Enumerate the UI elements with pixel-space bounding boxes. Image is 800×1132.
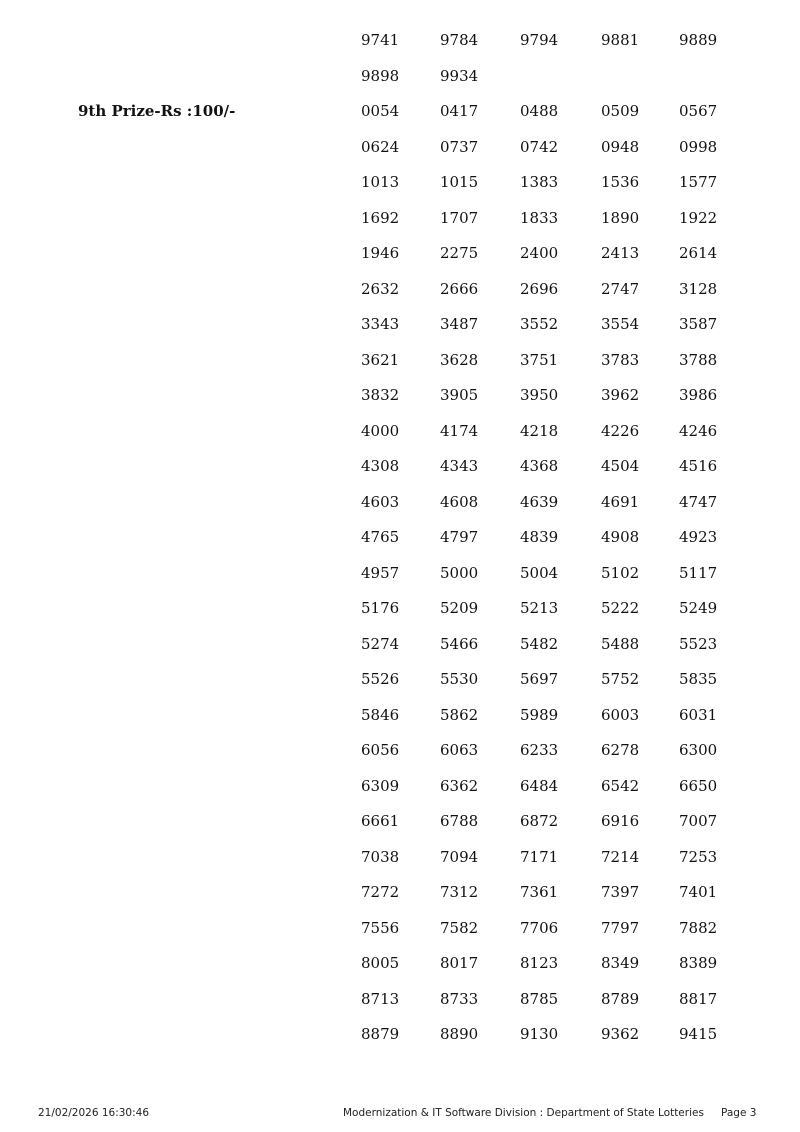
ticket-number: 7397 (601, 883, 640, 901)
ticket-number: 2275 (440, 244, 479, 262)
number-row (361, 30, 761, 66)
ticket-number: 4923 (679, 528, 718, 546)
ticket-number: 7312 (440, 883, 479, 901)
ticket-number: 3587 (679, 315, 718, 333)
ticket-number: 7272 (361, 883, 400, 901)
ticket-number: 5862 (440, 705, 479, 724)
ticket-number: 0998 (679, 137, 718, 156)
ticket-number: 4747 (679, 492, 718, 511)
ticket-number: 4797 (440, 528, 479, 546)
ticket-number: 5482 (520, 634, 559, 653)
number-row (361, 918, 761, 954)
ticket-number: 6278 (601, 741, 640, 759)
ticket-number: 5989 (520, 705, 559, 724)
ticket-number: 6872 (520, 812, 559, 830)
ticket-number: 1013 (361, 173, 400, 191)
ticket-number: 4839 (520, 528, 559, 546)
ticket-number: 1833 (520, 208, 559, 227)
number-row (361, 847, 761, 883)
ticket-number: 2614 (679, 244, 718, 262)
ticket-number: 5176 (361, 599, 400, 617)
ticket-number: 3628 (440, 350, 479, 369)
ticket-number: 8789 (601, 989, 640, 1008)
ticket-number: 3832 (361, 386, 400, 404)
ticket-number: 7094 (440, 847, 479, 866)
ticket-number: 5213 (520, 599, 559, 617)
ticket-number: 5222 (601, 599, 640, 617)
ticket-number: 6661 (361, 812, 400, 830)
ticket-number: 8005 (361, 954, 400, 972)
number-row (361, 776, 761, 812)
ticket-number: 8733 (440, 989, 479, 1008)
ticket-number: 8349 (601, 954, 640, 972)
ticket-number: 4639 (520, 492, 559, 511)
footer-page-number: Page 3 (721, 1107, 757, 1119)
ticket-number: 3788 (679, 350, 718, 369)
number-row (361, 279, 761, 315)
ticket-number: 6542 (601, 776, 640, 795)
ticket-number: 5000 (440, 563, 479, 582)
ticket-number: 3962 (601, 386, 640, 404)
ticket-number: 4368 (520, 457, 559, 475)
ticket-number: 5209 (440, 599, 479, 617)
ticket-number: 5835 (679, 670, 718, 688)
ticket-number: 5249 (679, 599, 718, 617)
ticket-number: 1015 (440, 173, 479, 191)
ticket-number: 9415 (679, 1025, 718, 1043)
number-row (361, 66, 761, 102)
ticket-number: 1890 (601, 208, 640, 227)
ticket-number: 8389 (679, 954, 718, 972)
ticket-number: 6031 (679, 705, 718, 724)
ticket-number: 2400 (520, 244, 559, 262)
ticket-number: 4603 (361, 492, 400, 511)
ticket-number: 7582 (440, 918, 479, 937)
ticket-number: 7253 (679, 847, 718, 866)
ticket-number: 0737 (440, 137, 479, 156)
ticket-number: 5117 (679, 563, 718, 582)
ticket-number: 9889 (679, 31, 718, 49)
ticket-number: 8879 (361, 1025, 400, 1043)
ticket-number: 7171 (520, 847, 559, 866)
number-row (361, 350, 761, 386)
ticket-number: 0948 (601, 137, 640, 156)
ticket-number: 1692 (361, 208, 400, 227)
prize-heading: 9th Prize-Rs :100/- (78, 102, 236, 120)
ticket-number: 4308 (361, 457, 400, 475)
ticket-number: 5846 (361, 705, 400, 724)
ticket-number: 5530 (440, 670, 479, 688)
ticket-number: 1707 (440, 208, 479, 227)
ticket-number: 7882 (679, 918, 718, 937)
number-row (361, 1024, 761, 1060)
ticket-number: 2747 (601, 279, 640, 298)
ticket-number: 1536 (601, 173, 640, 191)
number-row (361, 172, 761, 208)
number-row (361, 705, 761, 741)
number-row (361, 563, 761, 599)
ticket-number: 7706 (520, 918, 559, 937)
ticket-number: 4000 (361, 421, 400, 440)
footer-department: Modernization & IT Software Division : Department of State Lotteries (343, 1107, 704, 1119)
ticket-number: 5274 (361, 634, 400, 653)
ticket-number: 6650 (679, 776, 718, 795)
ticket-number: 6484 (520, 776, 559, 795)
ticket-number: 9130 (520, 1025, 559, 1043)
ticket-number: 8123 (520, 954, 559, 972)
ticket-number: 5526 (361, 670, 400, 688)
ticket-number: 3343 (361, 315, 400, 333)
ticket-number: 3552 (520, 315, 559, 333)
ticket-number: 6309 (361, 776, 400, 795)
ticket-number: 0417 (440, 102, 479, 120)
footer-timestamp: 21/02/2026 16:30:46 (38, 1107, 150, 1119)
ticket-number: 5697 (520, 670, 559, 688)
number-row (361, 953, 761, 989)
ticket-number: 1577 (679, 173, 718, 191)
ticket-number: 6063 (440, 741, 479, 759)
ticket-number: 5102 (601, 563, 640, 582)
ticket-number: 2413 (601, 244, 640, 262)
number-row (361, 811, 761, 847)
ticket-number: 0567 (679, 102, 718, 120)
ticket-number: 9898 (361, 66, 400, 85)
number-row (361, 634, 761, 670)
ticket-number: 3751 (520, 350, 559, 369)
ticket-number: 4218 (520, 421, 559, 440)
ticket-number: 2696 (520, 279, 559, 298)
ticket-number: 3950 (520, 386, 559, 404)
ticket-number: 8017 (440, 954, 479, 972)
number-row (361, 421, 761, 457)
ticket-number: 2666 (440, 279, 479, 298)
ticket-number: 7556 (361, 918, 400, 937)
ticket-number: 9881 (601, 31, 640, 49)
number-row (361, 137, 761, 173)
number-row (361, 101, 761, 137)
ticket-number: 9794 (520, 31, 559, 49)
number-row (361, 314, 761, 350)
ticket-number: 5004 (520, 563, 559, 582)
ticket-number: 9784 (440, 31, 479, 49)
ticket-number: 9741 (361, 31, 400, 49)
ticket-number: 3905 (440, 386, 479, 404)
ticket-number: 1922 (679, 208, 718, 227)
ticket-number: 7401 (679, 883, 718, 901)
ticket-number: 4608 (440, 492, 479, 511)
ticket-number: 8890 (440, 1025, 479, 1043)
number-row (361, 208, 761, 244)
number-row (361, 527, 761, 563)
ticket-number: 6300 (679, 741, 718, 759)
ticket-number: 6788 (440, 812, 479, 830)
number-row (361, 989, 761, 1025)
ticket-number: 1946 (361, 244, 400, 262)
ticket-number: 4343 (440, 457, 479, 475)
ticket-number: 4226 (601, 421, 640, 440)
ticket-number: 5466 (440, 634, 479, 653)
ticket-number: 5523 (679, 634, 718, 653)
ticket-number: 7007 (679, 812, 718, 830)
ticket-number: 8785 (520, 989, 559, 1008)
number-row (361, 492, 761, 528)
ticket-number: 4516 (679, 457, 718, 475)
ticket-number: 4765 (361, 528, 400, 546)
ticket-number: 4908 (601, 528, 640, 546)
ticket-number: 0054 (361, 102, 400, 120)
ticket-number: 3621 (361, 350, 400, 369)
number-row (361, 669, 761, 705)
ticket-number: 0742 (520, 137, 559, 156)
number-row (361, 243, 761, 279)
ticket-number: 6233 (520, 741, 559, 759)
ticket-number: 2632 (361, 279, 400, 298)
ticket-number: 4174 (440, 421, 479, 440)
ticket-number: 8713 (361, 989, 400, 1008)
ticket-number: 5488 (601, 634, 640, 653)
number-row (361, 740, 761, 776)
winning-numbers-grid (361, 30, 761, 1060)
ticket-number: 7361 (520, 883, 559, 901)
ticket-number: 3487 (440, 315, 479, 333)
ticket-number: 6003 (601, 705, 640, 724)
ticket-number: 6056 (361, 741, 400, 759)
ticket-number: 3986 (679, 386, 718, 404)
ticket-number: 4957 (361, 563, 400, 582)
ticket-number: 8817 (679, 989, 718, 1008)
ticket-number: 7214 (601, 847, 640, 866)
ticket-number: 0488 (520, 102, 559, 120)
ticket-number: 9362 (601, 1025, 640, 1043)
ticket-number: 6916 (601, 812, 640, 830)
number-row (361, 385, 761, 421)
ticket-number: 7797 (601, 918, 640, 937)
ticket-number: 0509 (601, 102, 640, 120)
number-row (361, 456, 761, 492)
number-row (361, 598, 761, 634)
ticket-number: 4246 (679, 421, 718, 440)
ticket-number: 4504 (601, 457, 640, 475)
number-row (361, 882, 761, 918)
ticket-number: 3554 (601, 315, 640, 333)
ticket-number: 9934 (440, 66, 479, 85)
ticket-number: 3783 (601, 350, 640, 369)
ticket-number: 0624 (361, 137, 400, 156)
ticket-number: 7038 (361, 847, 400, 866)
ticket-number: 5752 (601, 670, 640, 688)
ticket-number: 6362 (440, 776, 479, 795)
ticket-number: 3128 (679, 279, 718, 298)
ticket-number: 4691 (601, 492, 640, 511)
ticket-number: 1383 (520, 173, 559, 191)
